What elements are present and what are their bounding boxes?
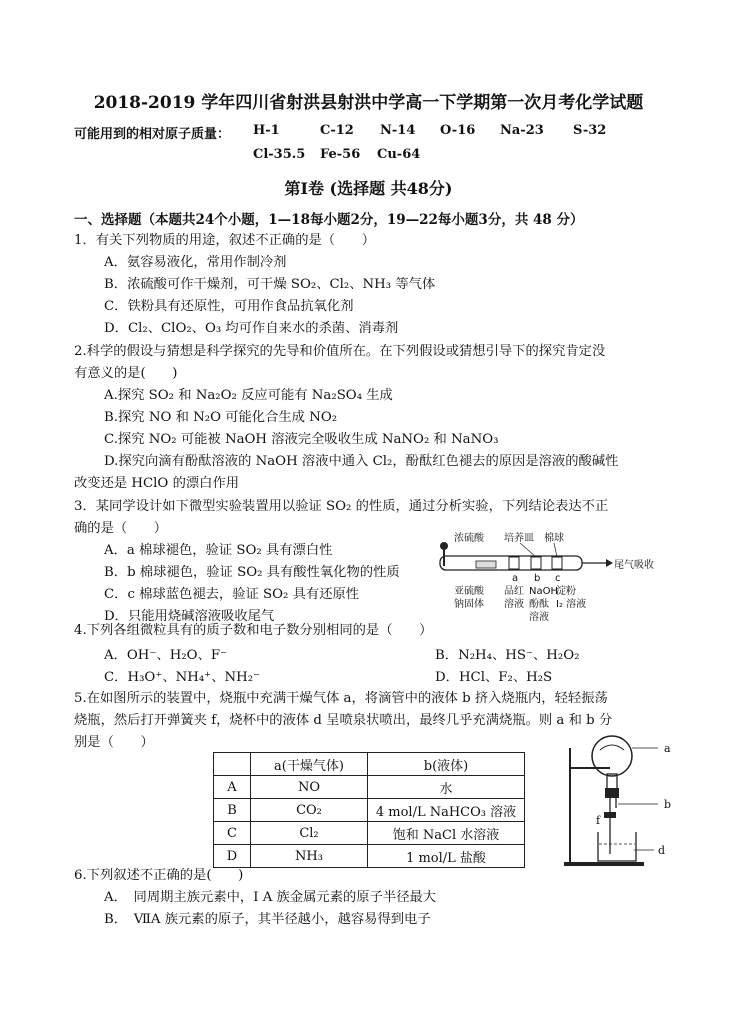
fig-cotton-c [552,557,562,569]
table-header-cell: b(液体) [368,753,525,776]
table-cell: 水 [368,776,525,799]
table-header-row [214,753,525,776]
table-cell: NO [251,776,368,799]
q5-stem-line1: 5.在如图所示的装置中，烧瓶中充满干燥气体 a，将滴管中的液体 b 挤入烧瓶内，轻轻振荡 [74,691,608,706]
fig-label-cotton: 棉球 [544,533,564,544]
fig-col2-line1: NaOH [529,586,558,597]
fig-leader-line [520,543,536,557]
q1-option-b: B．浓硫酸可作干燥剂，可干燥 SO₂、Cl₂、NH₃ 等气体 [104,277,436,292]
fig-arrow-icon [606,559,613,567]
fig-col1-line1: 品红 [504,586,524,597]
atomic-mass-n: N-14 [380,123,416,138]
q3-option-a: A．a 棉球褪色，验证 SO₂ 具有漂白性 [104,543,333,558]
table-header-cell: a(干燥气体) [251,753,368,776]
fig-label-solid2: 钠固体 [454,599,484,610]
q2-stem-line2: 有意义的是( ) [74,366,178,381]
q1-stem: 1．有关下列物质的用途，叙述不正确的是（ ） [74,233,375,248]
fig-stand-base [564,862,644,866]
q4-option-a: A．OH⁻、H₂O、F⁻ [104,648,228,663]
fig-pinch-clamp [604,812,616,818]
fig-leader-line [554,543,557,557]
q2-option-d-line2: 改变还是 HClO 的漂白作用 [74,476,240,491]
fig-flask [592,736,632,776]
q6-stem: 6.下列叙述不正确的是( ) [74,868,244,883]
q5-table [213,752,525,868]
q6-option-b: B． ⅦA 族元素的原子，其半径越小，越容易得到电子 [104,912,431,927]
atomic-mass-fe: Fe-56 [320,147,361,162]
fig-dish [476,561,496,568]
q5-stem-line2: 烧瓶，然后打开弹簧夹 f，烧杯中的液体 d 呈喷泉状喷出，最终几乎充满烧瓶。则 a 和 b 分 [74,713,613,728]
q2-option-a: A.探究 SO₂ 和 Na₂O₂ 反应可能有 Na₂SO₄ 生成 [104,388,393,403]
table-row [214,822,525,845]
atomic-mass-na: Na-23 [500,123,544,138]
table-header-cell [214,753,251,776]
q5-stem-line3: 别是（ ） [74,735,154,750]
fig-label-a: a [512,573,519,584]
fig-col3-line2: I₂ 溶液 [556,599,587,610]
fig-fountain-spray [600,745,624,750]
table-cell: A [214,776,251,799]
fig-beaker [598,832,636,861]
atomic-mass-h: H-1 [253,123,280,138]
table-cell: C [214,822,251,845]
table-cell: NH₃ [251,845,368,868]
q4-option-d: D．HCl、F₂、H₂S [435,670,553,685]
fig-label-b: b [534,573,541,584]
fig-label-f: f [596,814,601,827]
q5-fountain-figure [560,728,690,868]
table-row [214,845,525,868]
q4-option-c: C．H₃O⁺、NH₄⁺、NH₂⁻ [104,670,261,685]
fig-label-a: a [664,742,671,755]
fig-label-d: d [658,844,666,857]
q3-stem-line2: 确的是（ ） [74,521,168,536]
table-cell: 1 mol/L 盐酸 [368,845,525,868]
fig-dropper-bulb [440,542,448,550]
table-cell: D [214,845,251,868]
fig-col2-line2: 酚酞 [529,599,549,610]
q1-option-a: A．氨容易液化，常用作制冷剂 [104,255,287,270]
table-cell: B [214,799,251,822]
atomic-mass-o: O-16 [440,123,476,138]
fig-col2-line3: 溶液 [529,612,549,623]
q3-option-c: C．c 棉球蓝色褪去，验证 SO₂ 具有还原性 [104,587,360,602]
q2-option-c: C.探究 NO₂ 可能被 NaOH 溶液完全吸收生成 NaNO₂ 和 NaNO₃ [104,432,499,447]
table-cell: 饱和 NaCl 水溶液 [368,822,525,845]
part-heading: 一、选择题（本题共24个小题，1—18每小题2分，19—22每小题3分，共 48 分） [74,212,584,228]
table-cell: 4 mol/L NaHCO₃ 溶液 [368,799,525,822]
q3-option-d: D．只能用烧碱溶液吸收尾气 [104,609,275,624]
q3-stem-line1: 3．某同学设计如下微型实验装置用以验证 SO₂ 的性质，通过分析实验，下列结论表达不正 [74,499,609,514]
atomic-mass-cu: Cu-64 [377,147,421,162]
atomic-mass-c: C-12 [320,123,354,138]
fig-col3-line1: 淀粉 [556,586,576,597]
q2-option-b: B.探究 NO 和 N₂O 可能化合生成 NO₂ [104,410,338,425]
q3-option-b: B．b 棉球褪色，验证 SO₂ 具有酸性氧化物的性质 [104,565,400,580]
fig-label-dish: 培养皿 [504,533,534,544]
section-title: 第Ⅰ卷 (选择题 共48分) [284,179,453,198]
q4-stem: 4.下列各组微粒具有的质子数和电子数分别相同的是（ ） [74,623,433,638]
fig-label-tail: 尾气吸收 [614,560,654,571]
q1-option-c: C．铁粉具有还原性，可用作食品抗氧化剂 [104,299,354,314]
fig-col1-line2: 溶液 [504,599,524,610]
table-cell: CO₂ [251,799,368,822]
atomic-mass-s: S-32 [573,123,607,138]
fig-label-c: c [555,573,561,584]
fig-label-b: b [664,798,672,811]
atomic-mass-cl: Cl-35.5 [253,147,306,162]
table-row [214,776,525,799]
fig-label-solid1: 亚硫酸 [454,586,484,597]
table-cell: Cl₂ [251,822,368,845]
fig-stopper [605,788,619,798]
fig-label-conc-acid: 浓硫酸 [454,533,484,544]
q2-option-d-line1: D.探究向滴有酚酞溶液的 NaOH 溶液中通入 Cl₂，酚酞红色褪去的原因是溶液的酸碱性 [104,454,619,469]
q3-apparatus-figure [436,526,686,641]
q6-option-a: A． 同周期主族元素中，Ⅰ A 族金属元素的原子半径最大 [104,890,437,905]
table-row [214,799,525,822]
atomic-mass-label: 可能用到的相对原子质量： [74,127,231,142]
fig-cotton-a [509,557,519,569]
page-title: 2018-2019 学年四川省射洪县射洪中学高一下学期第一次月考化学试题 [93,93,644,113]
q2-stem-line1: 2.科学的假设与猜想是科学探究的先导和价值所在。在下列假设或猜想引导下的探究肯定没 [74,344,606,359]
fig-cotton-b [531,557,541,569]
q4-option-b: B．N₂H₄、HS⁻、H₂O₂ [435,648,580,663]
q1-option-d: D．Cl₂、ClO₂、O₃ 均可作自来水的杀菌、消毒剂 [104,321,399,336]
